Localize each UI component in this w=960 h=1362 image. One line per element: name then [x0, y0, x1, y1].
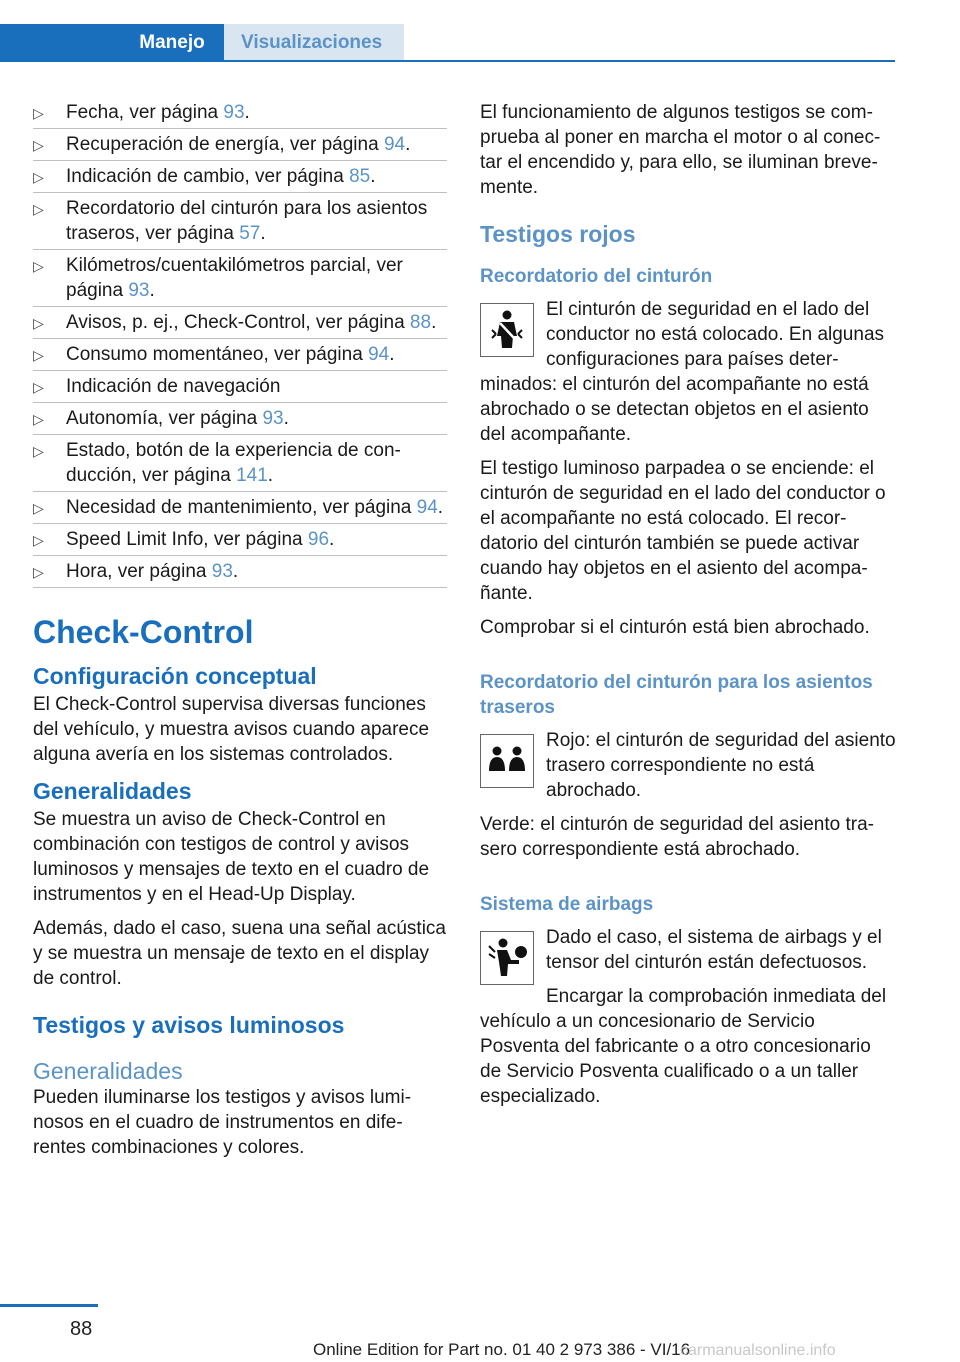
bullet-triangle-icon: ▷: [33, 258, 44, 274]
page-link[interactable]: 93: [128, 280, 150, 301]
list-item-end: .: [370, 166, 376, 187]
paragraph: Se muestra un aviso de Check-Control en combinación con testigos de control y avisos luminosos y mensajes de texto en el cuadro de instrumentos y en el Head-Up Display.: [33, 809, 430, 905]
rear-seatbelt-icon: [480, 734, 534, 788]
paragraph: Rojo: el cinturón de seguridad del asiento trasero correspondiente no está abrochado.: [546, 730, 896, 801]
paragraph: Además, dado el caso, suena una señal acústica y se muestra un mensaje de texto en el display de control.: [33, 918, 446, 989]
list-item-text: Speed Limit Info, ver página: [66, 529, 308, 550]
list-item-text: Avisos, p. ej., Check-Control, ver página: [66, 312, 410, 333]
list-item: [33, 527, 447, 552]
list-item: [33, 374, 447, 399]
page-link[interactable]: 85: [349, 166, 371, 187]
bullet-triangle-icon: ▷: [33, 347, 44, 363]
seatbelt-block: [480, 297, 896, 447]
page-link[interactable]: 94: [383, 134, 406, 155]
list-item-end: .: [232, 561, 239, 582]
airbag-block: [480, 925, 896, 1109]
heading-generalidades-sub: Generalidades: [33, 1058, 183, 1084]
list-item-text: Estado, botón de la experiencia de conducción, ver página: [66, 440, 401, 486]
section-title-check-control: Check-Control: [33, 614, 254, 650]
paragraph: Comprobar si el cinturón está bien abrochado.: [480, 617, 870, 638]
bullet-triangle-icon: ▷: [33, 443, 44, 459]
page-number: 88: [70, 1318, 93, 1340]
airbag-icon: [480, 931, 534, 985]
page-link[interactable]: 57: [239, 223, 261, 244]
list-item-end: .: [149, 280, 155, 301]
bullet-triangle-icon: ▷: [33, 201, 44, 217]
page-link[interactable]: 141: [236, 465, 268, 486]
footer-rule: [0, 1304, 98, 1307]
page-link[interactable]: 93: [262, 408, 284, 429]
list-item: [33, 495, 447, 520]
header-rule: [224, 60, 895, 62]
bullet-triangle-icon: ▷: [33, 379, 44, 395]
list-item: [33, 164, 447, 189]
paragraph: El cinturón de seguridad en el lado del conductor no está colocado. En algunas configuraciones para países determinados: el cinturón del acompañante no está abrochado o se detectan objetos en el asiento del acompañante.: [480, 299, 885, 445]
paragraph: Encargar la comprobación inmediata del vehículo a un concesionario de Servicio Posventa del fabricante o a otro concesionario de Servicio Posventa cualificado o a un taller especializado.: [480, 986, 887, 1107]
list-item-end: .: [389, 344, 395, 365]
list-item: [33, 406, 447, 431]
list-item-text: Fecha, ver página: [66, 102, 224, 123]
heading-generalidades: Generalidades: [33, 778, 192, 804]
list-item: [33, 342, 447, 367]
bullet-triangle-icon: ▷: [33, 315, 44, 331]
paragraph: El funcionamiento de algunos testigos se comprueba al poner en marcha el motor o al conectar el encendido y, para ello, se iluminan brevemente.: [480, 102, 881, 198]
paragraph: Pueden iluminarse los testigos y avisos luminosos en el cuadro de instrumentos en diferentes combinaciones y colores.: [33, 1087, 412, 1158]
list-item-text: Recordatorio del cinturón para los asientos traseros, ver página: [66, 198, 428, 244]
list-item: [33, 310, 447, 335]
list-item-end: .: [267, 465, 274, 486]
heading-configuracion: Configuración conceptual: [33, 663, 317, 689]
list-item-text: Kilómetros/cuentakilómetros parcial, ver página: [66, 255, 403, 301]
bullet-triangle-icon: ▷: [33, 532, 44, 548]
paragraph: Verde: el cinturón de seguridad del asiento trasero correspondiente está abrochado.: [480, 814, 874, 860]
list-item: [33, 438, 447, 488]
paragraph: Dado el caso, el sistema de airbags y el tensor del cinturón están defectuosos.: [546, 927, 882, 973]
heading-sistema-airbags: Sistema de airbags: [480, 894, 654, 915]
list-item-text: Indicación de cambio, ver página: [66, 166, 350, 187]
rear-seatbelt-block: [480, 728, 896, 803]
heading-testigos-rojos: Testigos rojos: [480, 221, 636, 247]
page-link[interactable]: 93: [211, 561, 233, 582]
list-item-text: Recuperación de energía, ver página: [66, 134, 384, 155]
bullet-triangle-icon: ▷: [33, 500, 44, 516]
list-item: [33, 559, 447, 584]
heading-recordatorio-cinturon: Recordatorio del cinturón: [480, 266, 713, 287]
bullet-triangle-icon: ▷: [33, 564, 44, 580]
seatbelt-icon: [480, 303, 534, 357]
heading-recordatorio-traseros: Recordatorio del cinturón para los asientos traseros: [480, 672, 873, 718]
edition-info: Online Edition for Part no. 01 40 2 973 386 - VI/16: [313, 1340, 691, 1359]
list-item-end: .: [283, 408, 289, 429]
bullet-triangle-icon: ▷: [33, 411, 44, 427]
list-item: [33, 253, 447, 303]
left-column: [33, 100, 447, 1169]
list-item-end: .: [437, 497, 444, 518]
heading-testigos-avisos: Testigos y avisos luminosos: [33, 1012, 345, 1038]
list-item: [33, 100, 447, 125]
list-item-text: Indicación de navegación: [66, 376, 281, 397]
page-link[interactable]: 94: [368, 344, 390, 365]
list-item-end: .: [260, 223, 266, 244]
page-link[interactable]: 96: [307, 529, 330, 550]
bullet-triangle-icon: ▷: [33, 105, 44, 121]
header-tab-visualizaciones[interactable]: Visualizaciones: [224, 24, 404, 62]
watermark: carmanualsonline.info: [680, 1342, 836, 1359]
list-item-end: .: [405, 134, 411, 155]
list-item-text: Autonomía, ver página: [66, 408, 263, 429]
bullet-triangle-icon: ▷: [33, 169, 44, 185]
list-item-end: .: [244, 102, 250, 123]
display-items-list: [33, 100, 447, 584]
bullet-triangle-icon: ▷: [33, 137, 44, 153]
paragraph: El testigo luminoso parpadea o se enciende: el cinturón de seguridad en el lado del conductor o el acompañante no está colocado. El recordatorio del cinturón también se puede activar cuando hay objetos en el asiento del acompañante.: [480, 458, 886, 604]
list-item-text: Consumo momentáneo, ver página: [66, 344, 369, 365]
paragraph: El Check-Control supervisa diversas funciones del vehículo, y muestra avisos cuando aparece alguna avería en los sistemas controlados.: [33, 694, 430, 765]
list-item-end: .: [431, 312, 437, 333]
page-link[interactable]: 88: [409, 312, 432, 333]
header-tab-manejo[interactable]: Manejo: [139, 32, 205, 53]
list-item-text: Necesidad de mantenimiento, ver página: [66, 497, 417, 518]
page-link[interactable]: 93: [223, 102, 245, 123]
list-item: [33, 132, 447, 157]
right-column: [480, 100, 896, 1109]
list-item: [33, 196, 447, 246]
list-item-end: .: [329, 529, 335, 550]
page-link[interactable]: 94: [416, 497, 438, 518]
list-item-text: Hora, ver página: [66, 561, 212, 582]
